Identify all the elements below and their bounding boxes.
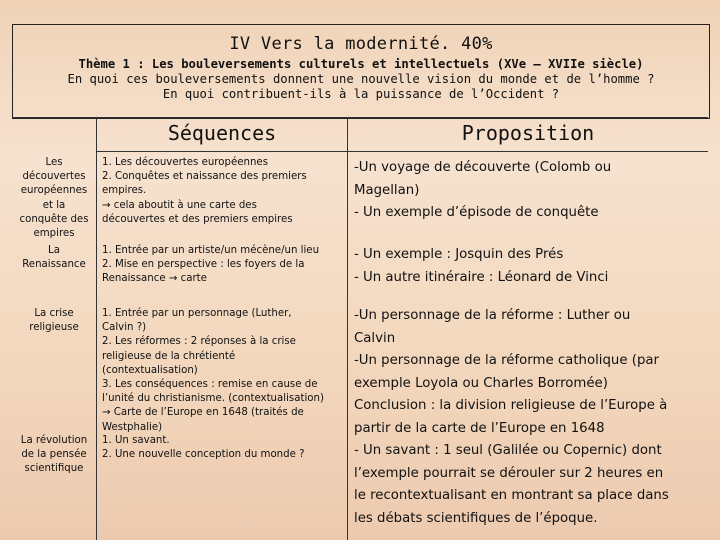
question-2: En quoi contribuent-ils à la puissance de l’Occident ? [162, 87, 560, 101]
row-label-line: religieuse [29, 322, 79, 334]
row-label-line: La [48, 245, 60, 256]
proposition-line: Conclusion : la division religieuse de l’Europe à [354, 398, 668, 413]
row-label-renaissance [12, 244, 96, 272]
row-label-decouvertes [12, 156, 96, 241]
row-sequences-renaissance [102, 244, 345, 287]
sequence-line: religieuse de la chrétienté [102, 350, 236, 362]
header-box [12, 24, 710, 119]
row-label-line: conquête des [19, 213, 89, 225]
grid-header-bottom-line [96, 151, 708, 152]
grid-top-line [12, 117, 708, 118]
row-label-line: et la [42, 199, 66, 211]
row-label-crise-religieuse [12, 307, 96, 335]
row-label-line: La crise [34, 308, 74, 319]
page-title: IV Vers la modernité. 40% [229, 34, 493, 54]
row-label-line: découvertes [22, 171, 86, 183]
row-sequences-crise-religieuse [102, 307, 345, 435]
proposition-line: - Un exemple : Josquin des Prés [354, 247, 564, 262]
proposition-line: -Un personnage de la réforme : Luther ou [354, 308, 631, 323]
proposition-line: Calvin [354, 330, 396, 346]
proposition-line: les débats scientifiques de l’époque. [354, 510, 598, 526]
sequence-line: 2. Les réformes : 2 réponses à la crise [102, 336, 296, 348]
proposition-line: - Un exemple d’épisode de conquête [354, 205, 599, 220]
proposition-line: l’exemple pourrait se dérouler sur 2 heures en [354, 465, 664, 481]
proposition-line: - Un autre itinéraire : Léonard de Vinci [354, 269, 609, 285]
row-label-line: empires [33, 228, 75, 240]
row-label-line: La révolution [20, 435, 88, 446]
column-header-proposition: Proposition [461, 121, 595, 145]
proposition-line: exemple Loyola ou Charles Borromée) [354, 375, 608, 391]
proposition-line: -Un personnage de la réforme catholique (par [354, 353, 660, 368]
sequence-line: 1. Entrée par un personnage (Luther, [102, 308, 292, 319]
sequence-line: 2. Mise en perspective : les foyers de la [102, 259, 305, 271]
row-label-line: européennes [20, 185, 88, 197]
sequence-line: 1. Un savant. [102, 435, 170, 446]
sequence-line: 3. Les conséquences : remise en cause de [102, 379, 318, 391]
proposition-block-3 [354, 305, 669, 530]
proposition-line: le recontextualisant en montrant sa place dans [354, 488, 669, 503]
sequence-line: Renaissance → carte [102, 273, 207, 285]
theme-line: Thème 1 : Les bouleversements culturels et intellectuels (XVe – XVIIe siècle) [78, 57, 644, 71]
sequence-line: → cela aboutit à une carte des [102, 199, 257, 211]
column-header-sequences: Séquences [167, 121, 277, 145]
sequence-line: 2. Conquêtes et naissance des premiers [102, 171, 307, 183]
sequence-line: Westphalie) [102, 421, 163, 433]
sequence-line: → Carte de l’Europe en 1648 (traités de [102, 407, 304, 419]
grid-vline-2 [347, 117, 348, 540]
proposition-line: Magellan) [354, 182, 420, 198]
row-label-line: Renaissance [22, 259, 86, 271]
sequence-line: 1. Entrée par un artiste/un mécène/un lieu [102, 245, 320, 256]
sequence-line: Calvin ?) [102, 322, 147, 334]
proposition-line: - Un savant : 1 seul (Galilée ou Copernic) dont [354, 443, 662, 458]
grid-vline-1 [96, 117, 97, 540]
sequence-line: empires. [102, 185, 147, 197]
question-1: En quoi ces bouleversements donnent une nouvelle vision du monde et de l’homme ? [67, 72, 655, 86]
sequence-line: 2. Une nouvelle conception du monde ? [102, 449, 305, 461]
row-sequences-decouvertes [102, 156, 345, 227]
row-label-line: Les [45, 157, 63, 168]
row-sequences-revolution-scientifique [102, 434, 345, 462]
row-label-line: de la pensée [21, 449, 87, 461]
proposition-block-1 [354, 157, 611, 225]
proposition-line: partir de la carte de l’Europe en 1648 [354, 420, 605, 436]
proposition-block-2 [354, 244, 608, 289]
row-label-revolution-scientifique [12, 434, 96, 477]
proposition-line: -Un voyage de découverte (Colomb ou [354, 160, 612, 175]
sequence-line: (contextualisation) [102, 364, 198, 376]
sequence-line: 1. Les découvertes européennes [102, 157, 268, 168]
sequence-line: l’unité du christianisme. (contextualisation) [102, 393, 324, 405]
sequence-line: découvertes et des premiers empires [102, 213, 293, 225]
row-label-line: scientifique [24, 463, 84, 475]
